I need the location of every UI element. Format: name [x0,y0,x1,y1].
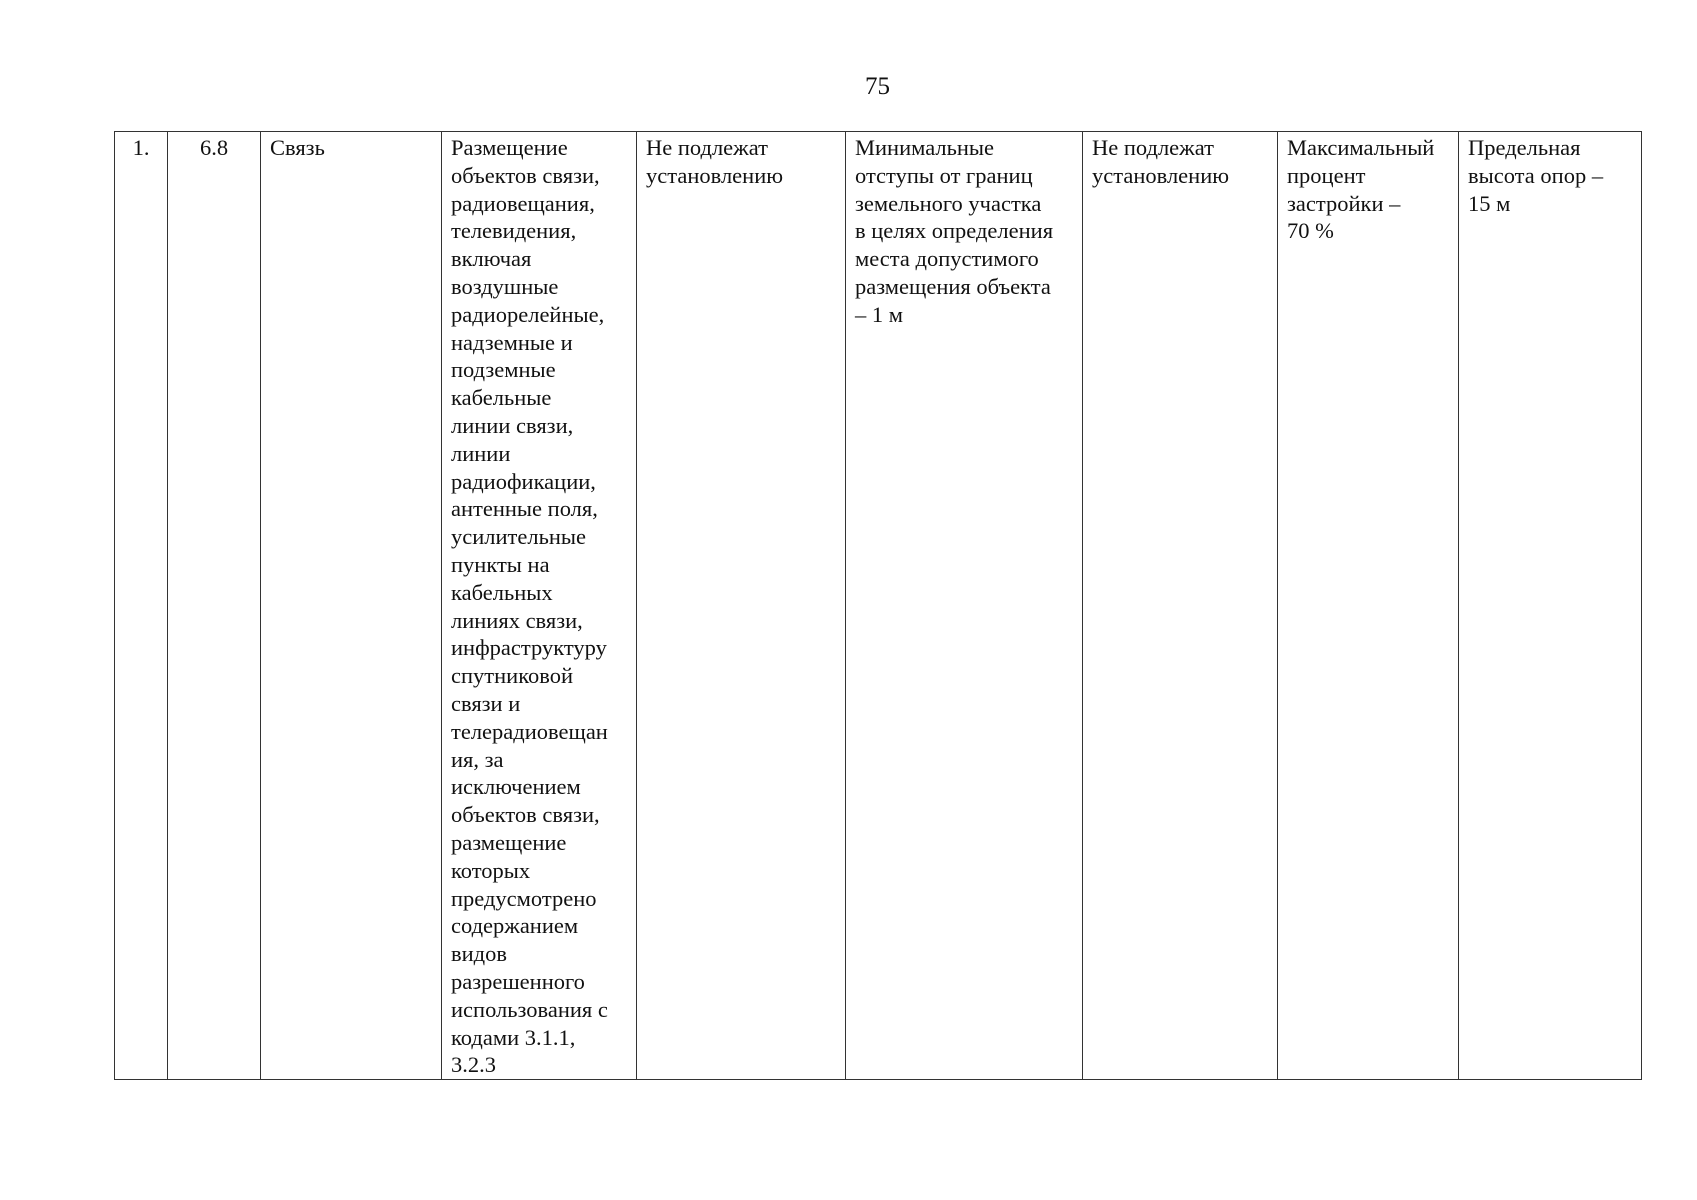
building-coverage-cell: Максимальный процент застройки – 70 % [1278,132,1459,1080]
use-code-cell: 6.8 [168,132,261,1080]
lot-size-cell: Не подлежат установлению [637,132,846,1080]
regulations-table [114,131,1642,1080]
height-limit-cell: Предельная высота опор – 15 м [1459,132,1642,1080]
use-description-cell: Размещение объектов связи, радиовещания, телевидения, включая воздушные радиорелейные, надземные и подземные кабельные линии связи, линии радиофикации, антенные поля, усилительные пункты на кабельных линиях связи, инфраструктуру спутниковой связи и телерадиовещан ия, за исключением объектов связи, размещение которых предусмотрено содержанием видов разрешенного использования с кодами 3.1.1, 3.2.3 [442,132,637,1080]
page-number: 75 [865,73,890,100]
use-name-cell: Связь [261,132,442,1080]
setback-cell: Минимальные отступы от границ земельного участка в целях определения места допустимого размещения объекта – 1 м [846,132,1083,1080]
table-row [115,132,1642,1080]
row-number-cell: 1. [115,132,168,1080]
floors-cell: Не подлежат установлению [1083,132,1278,1080]
